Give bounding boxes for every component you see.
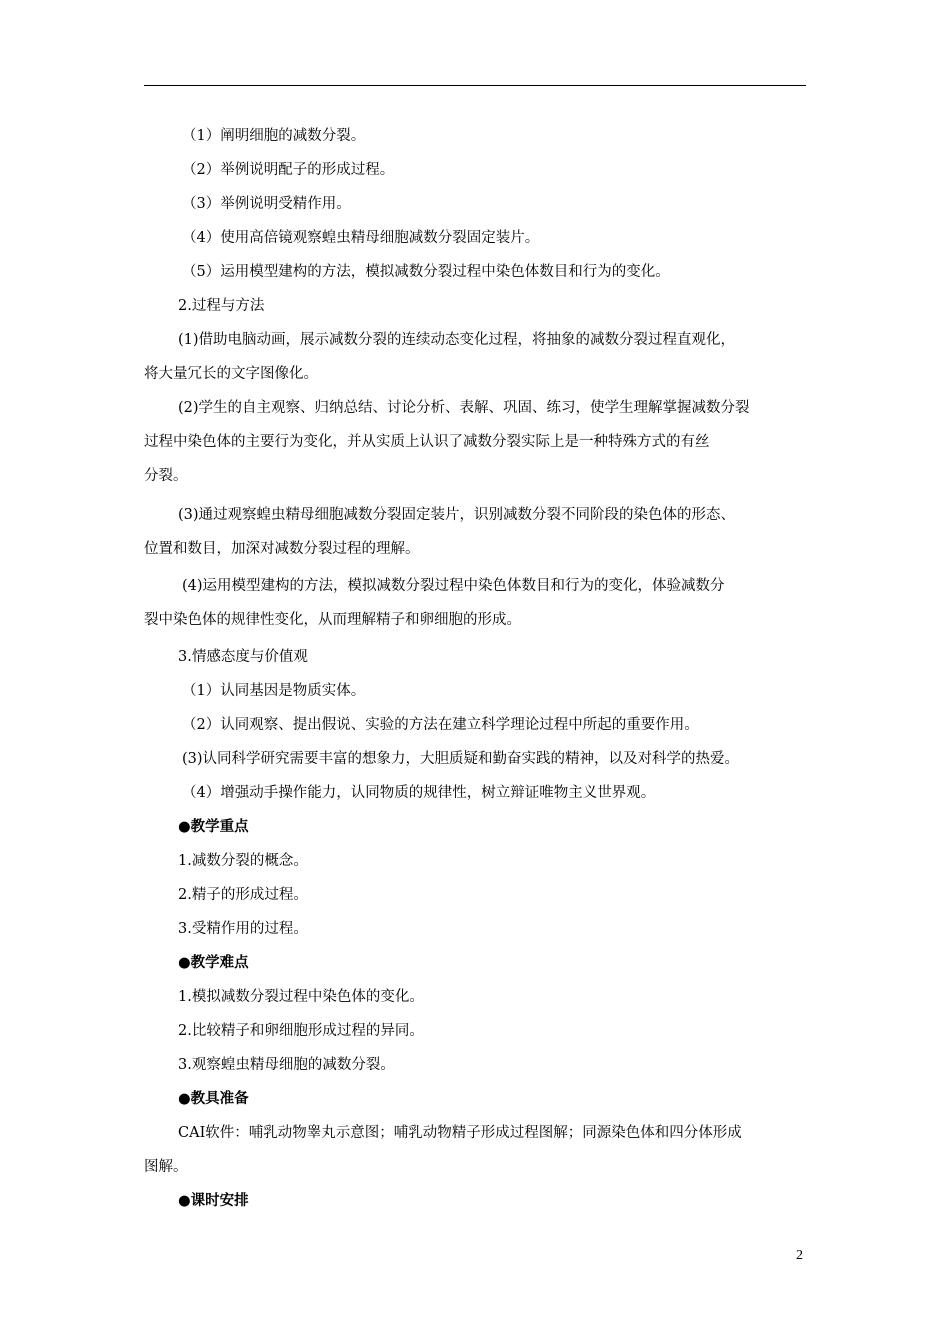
focus-line-1: 1.减数分裂的概念。 bbox=[178, 853, 308, 869]
process-item-2-line-2: 过程中染色体的主要行为变化，并从实质上认识了减数分裂实际上是一种特殊方式的有丝 bbox=[144, 434, 710, 450]
focus-line-3: 3.受精作用的过程。 bbox=[178, 921, 308, 937]
process-item-1-line-2: 将大量冗长的文字图像化。 bbox=[144, 366, 318, 382]
difficulty-line-2: 2.比较精子和卵细胞形成过程的异同。 bbox=[178, 1023, 424, 1039]
aids-line-2: 图解。 bbox=[144, 1159, 188, 1175]
objective-line-1: （1）阐明细胞的减数分裂。 bbox=[182, 128, 366, 144]
attitude-line-3: (3)认同科学研究需要丰富的想象力，大胆质疑和勤奋实践的精神，以及对科学的热爱。 bbox=[182, 751, 740, 767]
objective-line-4: （4）使用高倍镜观察蝗虫精母细胞减数分裂固定装片。 bbox=[182, 230, 540, 246]
section-heading-attitude-values: 3.情感态度与价值观 bbox=[178, 649, 308, 665]
process-item-4-line-2: 裂中染色体的规律性变化，从而理解精子和卵细胞的形成。 bbox=[144, 612, 521, 628]
section-heading-class-schedule: ●课时安排 bbox=[178, 1193, 249, 1209]
objective-line-3: （3）举例说明受精作用。 bbox=[182, 196, 351, 212]
process-item-2-line-3: 分裂。 bbox=[144, 468, 188, 484]
attitude-line-1: （1）认同基因是物质实体。 bbox=[182, 683, 366, 699]
aids-line-1: CAI软件：哺乳动物睾丸示意图；哺乳动物精子形成过程图解；同源染色体和四分体形成 bbox=[178, 1125, 742, 1141]
objective-line-5: （5）运用模型建构的方法，模拟减数分裂过程中染色体数目和行为的变化。 bbox=[182, 264, 670, 280]
focus-line-2: 2.精子的形成过程。 bbox=[178, 887, 308, 903]
section-heading-teaching-difficulty: ●教学难点 bbox=[178, 955, 249, 971]
attitude-line-2: （2）认同观察、提出假说、实验的方法在建立科学理论过程中所起的重要作用。 bbox=[182, 717, 699, 733]
process-item-3-line-2: 位置和数目，加深对减数分裂过程的理解。 bbox=[144, 541, 420, 557]
section-heading-process-method: 2.过程与方法 bbox=[178, 298, 265, 314]
objective-line-2: （2）举例说明配子的形成过程。 bbox=[182, 162, 395, 178]
section-heading-teaching-focus: ●教学重点 bbox=[178, 819, 249, 835]
header-rule bbox=[144, 85, 806, 86]
process-item-4-line-1: (4)运用模型建构的方法，模拟减数分裂过程中染色体数目和行为的变化，体验减数分 bbox=[182, 578, 725, 594]
attitude-line-4: （4）增强动手操作能力，认同物质的规律性，树立辩证唯物主义世界观。 bbox=[182, 785, 656, 801]
process-item-2-line-1: (2)学生的自主观察、归纳总结、讨论分析、表解、巩固、练习，使学生理解掌握减数分裂 bbox=[178, 400, 750, 416]
page-number: 2 bbox=[796, 1248, 803, 1263]
difficulty-line-1: 1.模拟减数分裂过程中染色体的变化。 bbox=[178, 989, 424, 1005]
section-heading-teaching-aids: ●教具准备 bbox=[178, 1091, 249, 1107]
difficulty-line-3: 3.观察蝗虫精母细胞的减数分裂。 bbox=[178, 1057, 395, 1073]
process-item-1-line-1: (1)借助电脑动画，展示减数分裂的连续动态变化过程，将抽象的减数分裂过程直观化， bbox=[178, 332, 736, 348]
process-item-3-line-1: (3)通过观察蝗虫精母细胞减数分裂固定装片，识别减数分裂不同阶段的染色体的形态、 bbox=[178, 507, 736, 523]
